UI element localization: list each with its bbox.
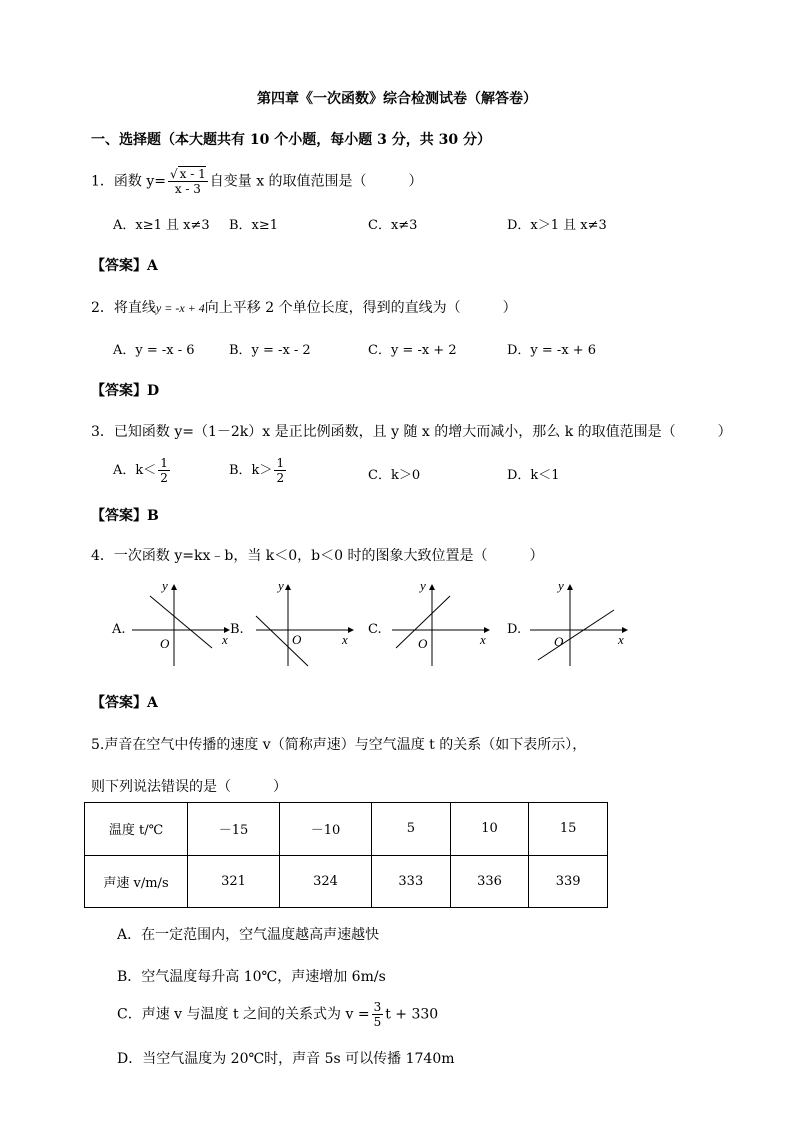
sqrt-icon: √ (170, 167, 178, 181)
x-arrow-icon (348, 627, 354, 633)
q5-option-c-text: C．声速 v 与温度 t 之间的关系式为 v = (117, 1006, 370, 1023)
table-row (85, 855, 608, 908)
table-cell: 5 (372, 803, 451, 856)
q3-option-a-label: A．k＜ (113, 463, 157, 478)
q3-option-c: C．k＞0 (368, 468, 421, 483)
y-axis-label: y (420, 578, 426, 593)
fraction-numerator: 1 (276, 456, 285, 470)
y-arrow-icon (429, 584, 435, 590)
q5-option-b: B．空气温度每升高 10℃，声速增加 6m/s (117, 969, 386, 985)
q5-option-c-fraction (372, 1000, 384, 1029)
graph-a-label: A. (112, 622, 126, 637)
table-row-header: 声速 v/m/s (85, 855, 188, 908)
graph-c (388, 578, 492, 668)
table-cell: 333 (372, 855, 451, 908)
table-cell: －15 (188, 803, 280, 856)
q2-suffix: 向上平移 2 个单位长度，得到的直线为（ ） (204, 300, 517, 316)
page-title: 第四章《一次函数》综合检测试卷（解答卷） (257, 91, 537, 107)
origin-label: O (292, 632, 302, 647)
q5-option-a: A．在一定范围内，空气温度越高声速越快 (117, 927, 380, 943)
x-axis-label: x (222, 632, 228, 647)
origin-label: O (554, 634, 564, 649)
question-4: 4．一次函数 y=kx﹣b，当 k＜0，b＜0 时的图象大致位置是（ ） (91, 548, 544, 564)
y-axis-label: y (162, 578, 168, 593)
q2-option-b: B．y = -x - 2 (229, 343, 311, 358)
fraction-denominator: 2 (160, 471, 168, 485)
q2-prefix: 2．将直线 (91, 300, 156, 316)
x-axis-label: x (618, 632, 624, 647)
graph-d (526, 578, 630, 668)
q5-option-d: D．当空气温度为 20℃时，声音 5s 可以传播 1740m (117, 1051, 455, 1067)
graph-b-label: B. (230, 622, 244, 637)
question-2 (91, 297, 517, 317)
q3-option-b (229, 456, 288, 485)
origin-label: O (160, 636, 170, 651)
q3-option-b-fraction (274, 456, 286, 485)
section-heading: 一、选择题（本大题共有 10 个小题，每小题 3 分，共 30 分） (91, 132, 491, 148)
table-cell: 321 (188, 855, 280, 908)
q1-option-b: B．x≥1 (229, 218, 279, 233)
q3-option-b-label: B．k＞ (229, 463, 273, 478)
table-cell: 324 (280, 855, 372, 908)
q1-numerator: x - 1 (179, 167, 206, 181)
table-row-header: 温度 t/℃ (85, 803, 188, 856)
question-1 (91, 167, 423, 196)
graph-d-line (538, 610, 614, 660)
q3-answer: 【答案】B (91, 508, 159, 524)
q2-equation: y = -x + 4 (155, 301, 205, 315)
table-cell: 15 (529, 803, 608, 856)
q3-option-a-fraction (158, 456, 170, 485)
q2-answer: 【答案】D (91, 383, 160, 399)
question-5-line-1: 5.声音在空气中传播的速度 v（简称声速）与空气温度 t 的关系（如下表所示）， (91, 737, 587, 753)
x-axis-label: x (480, 632, 486, 647)
q1-suffix: 自变量 x 的取值范围是（ ） (209, 173, 423, 190)
q2-option-d: D．y = -x + 6 (507, 343, 597, 358)
q1-prefix: 1．函数 y= (91, 173, 166, 190)
q1-answer: 【答案】A (91, 258, 158, 274)
table-cell: －10 (280, 803, 372, 856)
y-axis-label: y (278, 578, 284, 593)
q5-option-c-tail: t + 330 (385, 1006, 439, 1023)
y-arrow-icon (567, 584, 573, 590)
y-arrow-icon (285, 584, 291, 590)
table-cell: 336 (450, 855, 529, 908)
y-arrow-icon (171, 584, 177, 590)
q5-option-c (117, 1000, 438, 1029)
q2-option-c: C．y = -x + 2 (368, 343, 457, 358)
graph-d-label: D. (507, 622, 522, 637)
fraction-denominator: 2 (276, 471, 285, 485)
fraction-denominator: 5 (373, 1015, 382, 1029)
q3-option-a (113, 456, 172, 485)
speed-temperature-table (84, 802, 608, 908)
question-5-line-2: 则下列说法错误的是（ ） (91, 779, 287, 795)
question-3: 3．已知函数 y=（1－2k）x 是正比例函数，且 y 随 x 的增大而减小，那么 k 的取值范围是（ ） (91, 424, 732, 440)
fraction-numerator: 1 (160, 456, 168, 470)
q1-option-c: C．x≠3 (368, 218, 418, 233)
y-axis-label: y (558, 578, 564, 593)
q1-option-a: A．x≥1 且 x≠3 (113, 218, 210, 233)
q4-answer: 【答案】A (91, 695, 158, 711)
q1-option-d: D．x＞1 且 x≠3 (507, 218, 607, 233)
origin-label: O (418, 636, 428, 651)
q2-option-a: A．y = -x - 6 (113, 343, 195, 358)
q3-option-d: D．k＜1 (507, 468, 560, 483)
table-cell: 10 (450, 803, 529, 856)
graph-b (252, 578, 356, 668)
graph-a (128, 578, 232, 668)
q1-fraction (168, 167, 208, 196)
table-cell: 339 (529, 855, 608, 908)
x-axis-label: x (342, 632, 348, 647)
table-row (85, 803, 608, 856)
fraction-numerator: 3 (373, 1000, 382, 1014)
q1-denominator: x - 3 (174, 182, 201, 196)
graph-c-label: C. (368, 622, 382, 637)
